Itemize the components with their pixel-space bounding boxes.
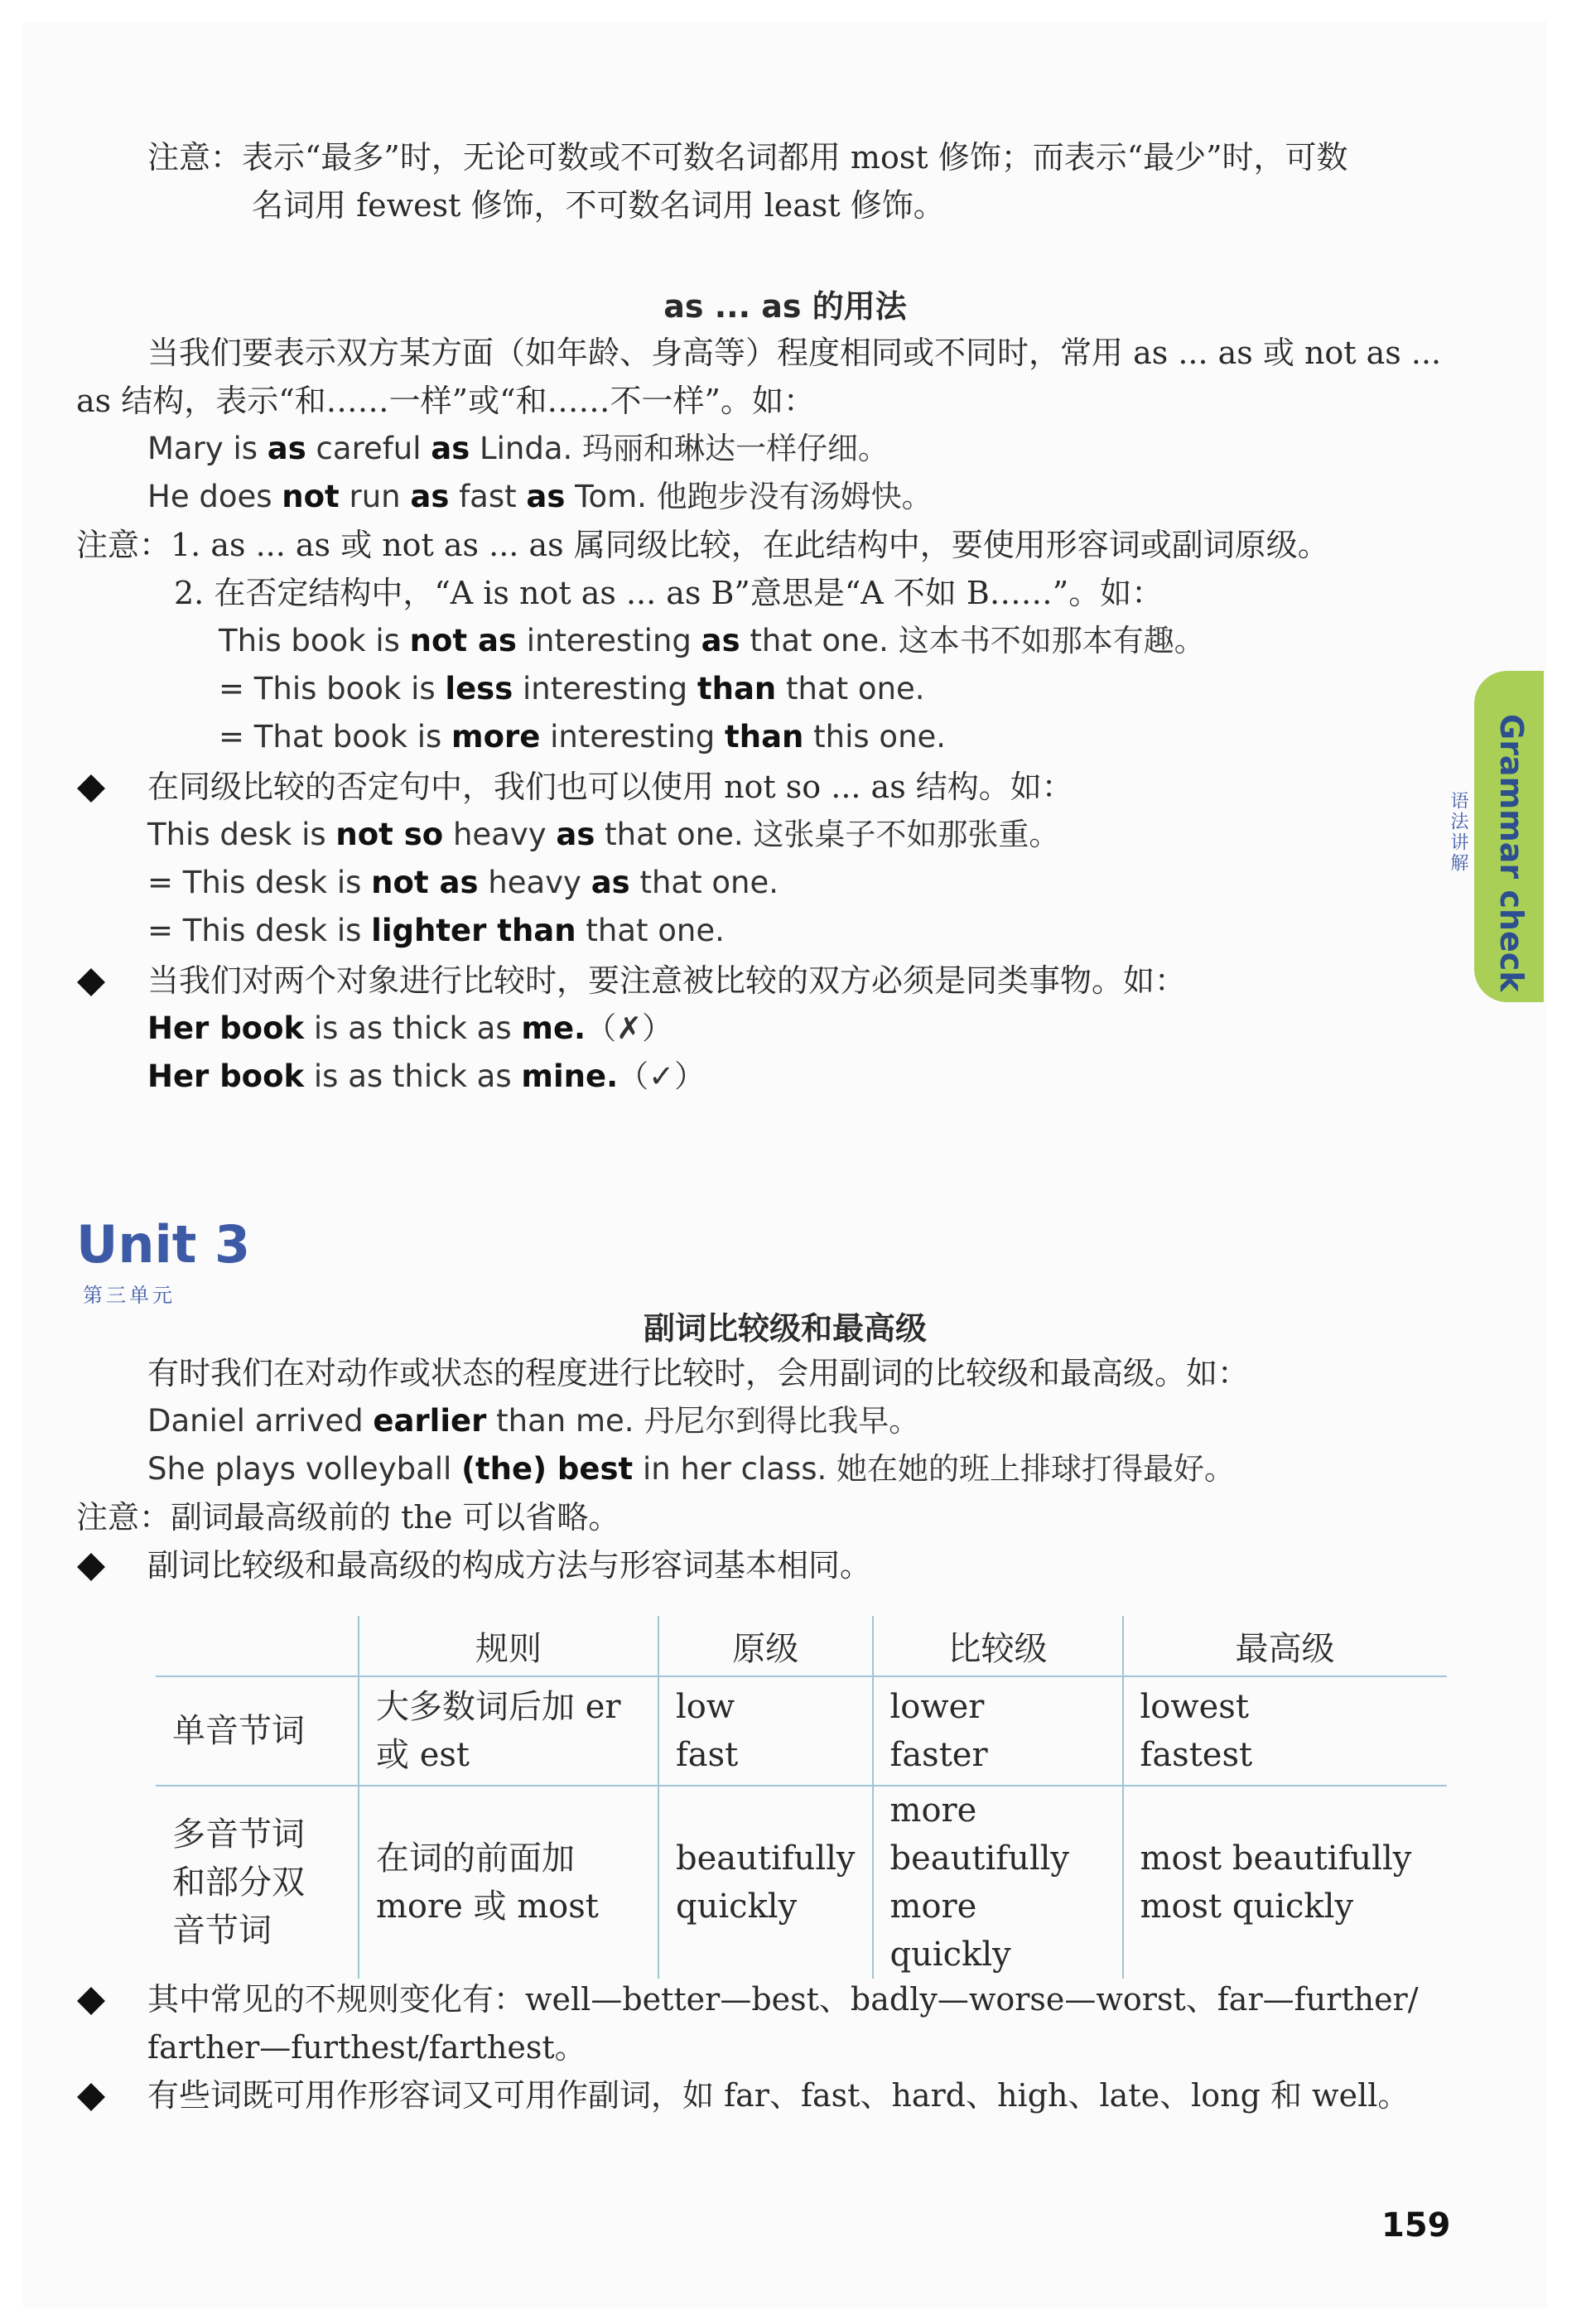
comparative-cell: lower faster	[873, 1676, 1123, 1786]
bullet-diamond-icon	[77, 774, 105, 803]
bullet-diamond-icon	[77, 2083, 105, 2111]
rule-cell: 在词的前面加 more 或 most	[359, 1786, 658, 1979]
check-mark-icon: （✓）	[618, 1058, 706, 1094]
superlative-cell: lowest fastest	[1123, 1676, 1447, 1786]
comparative-cell: more beautifully more quickly	[873, 1786, 1123, 1979]
example-sentence: Her book is as thick as mine.（✓）	[147, 1058, 706, 1094]
superlative-cell: most beautifully most quickly	[1123, 1786, 1447, 1979]
adverb-title: 副词比较级和最高级	[643, 1310, 927, 1347]
bullet-diamond-icon	[77, 968, 105, 996]
page	[23, 22, 1547, 2307]
base-cell: low fast	[658, 1676, 873, 1786]
example-sentence: = This desk is not as heavy as that one.	[147, 865, 779, 900]
table-row	[156, 1676, 1447, 1786]
page-number: 159	[1381, 2206, 1451, 2244]
as-as-bullet1: 在同级比较的否定句中，我们也可以使用 not so ... as 结构。如：	[147, 769, 1073, 805]
example-sentence: He does not run as fast as Tom. 他跑步没有汤姆快。	[147, 479, 933, 514]
header-superlative: 最高级	[1123, 1616, 1447, 1676]
table-row	[156, 1786, 1447, 1979]
example-sentence: This desk is not so heavy as that one. 这张桌子不如那张重。	[147, 817, 1060, 852]
example-sentence: Mary is as careful as Linda. 玛丽和琳达一样仔细。	[147, 431, 889, 466]
row-label: 多音节词 和部分双 音节词	[156, 1786, 359, 1979]
adverb-note: 注意：副词最高级前的 the 可以省略。	[76, 1499, 620, 1536]
header-base: 原级	[658, 1616, 873, 1676]
note-most-line2: 名词用 fewest 修饰，不可数名词用 least 修饰。	[252, 187, 945, 224]
example-sentence: She plays volleyball (the) best in her class. 她在她的班上排球打得最好。	[147, 1451, 1236, 1487]
as-as-title: as ... as 的用法	[663, 288, 907, 325]
table-header-row	[156, 1616, 1447, 1676]
adverb-bullet1: 副词比较级和最高级的构成方法与形容词基本相同。	[147, 1547, 872, 1584]
note-most-line1: 注意：表示“最多”时，无论可数或不可数名词都用 most 修饰；而表示“最少”时，可数	[147, 139, 1348, 176]
adverb-bullet3: 有些词既可用作形容词又可用作副词，如 far、fast、hard、high、late、long 和 well。	[147, 2077, 1410, 2114]
example-sentence: = This desk is lighter than that one.	[147, 913, 725, 948]
adverb-bullet2-line2: farther—furthest/farthest。	[147, 2029, 586, 2066]
unit-title: Unit 3	[76, 1214, 251, 1275]
wrong-mark-icon: （✗）	[586, 1010, 673, 1046]
row-label: 单音节词	[156, 1676, 359, 1786]
header-comparative: 比较级	[873, 1616, 1123, 1676]
grammar-check-sublabel: 语法讲解	[1448, 791, 1468, 874]
example-sentence: = That book is more interesting than this one.	[219, 719, 947, 755]
as-as-note1: 注意：1. as ... as 或 not as ... as 属同级比较，在此结构中，要使用形容词或副词原级。	[76, 527, 1329, 563]
rule-cell: 大多数词后加 er 或 est	[359, 1676, 658, 1786]
header-rule: 规则	[359, 1616, 658, 1676]
example-sentence: Daniel arrived earlier than me. 丹尼尔到得比我早。	[147, 1403, 920, 1439]
table-corner	[156, 1616, 359, 1676]
base-cell: beautifully quickly	[658, 1786, 873, 1979]
as-as-note2: 2. 在否定结构中，“A is not as ... as B”意思是“A 不如 B……”。如：	[174, 575, 1164, 611]
bullet-diamond-icon	[77, 1987, 105, 2015]
example-sentence: Her book is as thick as me.（✗）	[147, 1010, 673, 1046]
example-sentence: This book is not as interesting as that one. 这本书不如那本有趣。	[219, 623, 1205, 658]
as-as-intro2: as 结构，表示“和……一样”或“和……不一样”。如：	[76, 383, 815, 419]
comparison-table	[156, 1616, 1447, 1979]
adverb-bullet2-line1: 其中常见的不规则变化有：well—better—best、badly—worse—worst、far—further/	[147, 1981, 1419, 2018]
example-sentence: = This book is less interesting than that one.	[219, 671, 925, 706]
as-as-intro1: 当我们要表示双方某方面（如年龄、身高等）程度相同或不同时，常用 as ... as 或 not as ...	[147, 335, 1442, 371]
as-as-bullet2: 当我们对两个对象进行比较时，要注意被比较的双方必须是同类事物。如：	[147, 962, 1187, 999]
unit-subtitle: 第三单元	[83, 1284, 176, 1307]
adverb-intro: 有时我们在对动作或状态的程度进行比较时，会用副词的比较级和最高级。如：	[147, 1355, 1250, 1391]
grammar-check-label: Grammar check	[1493, 714, 1530, 992]
bullet-diamond-icon	[77, 1553, 105, 1581]
